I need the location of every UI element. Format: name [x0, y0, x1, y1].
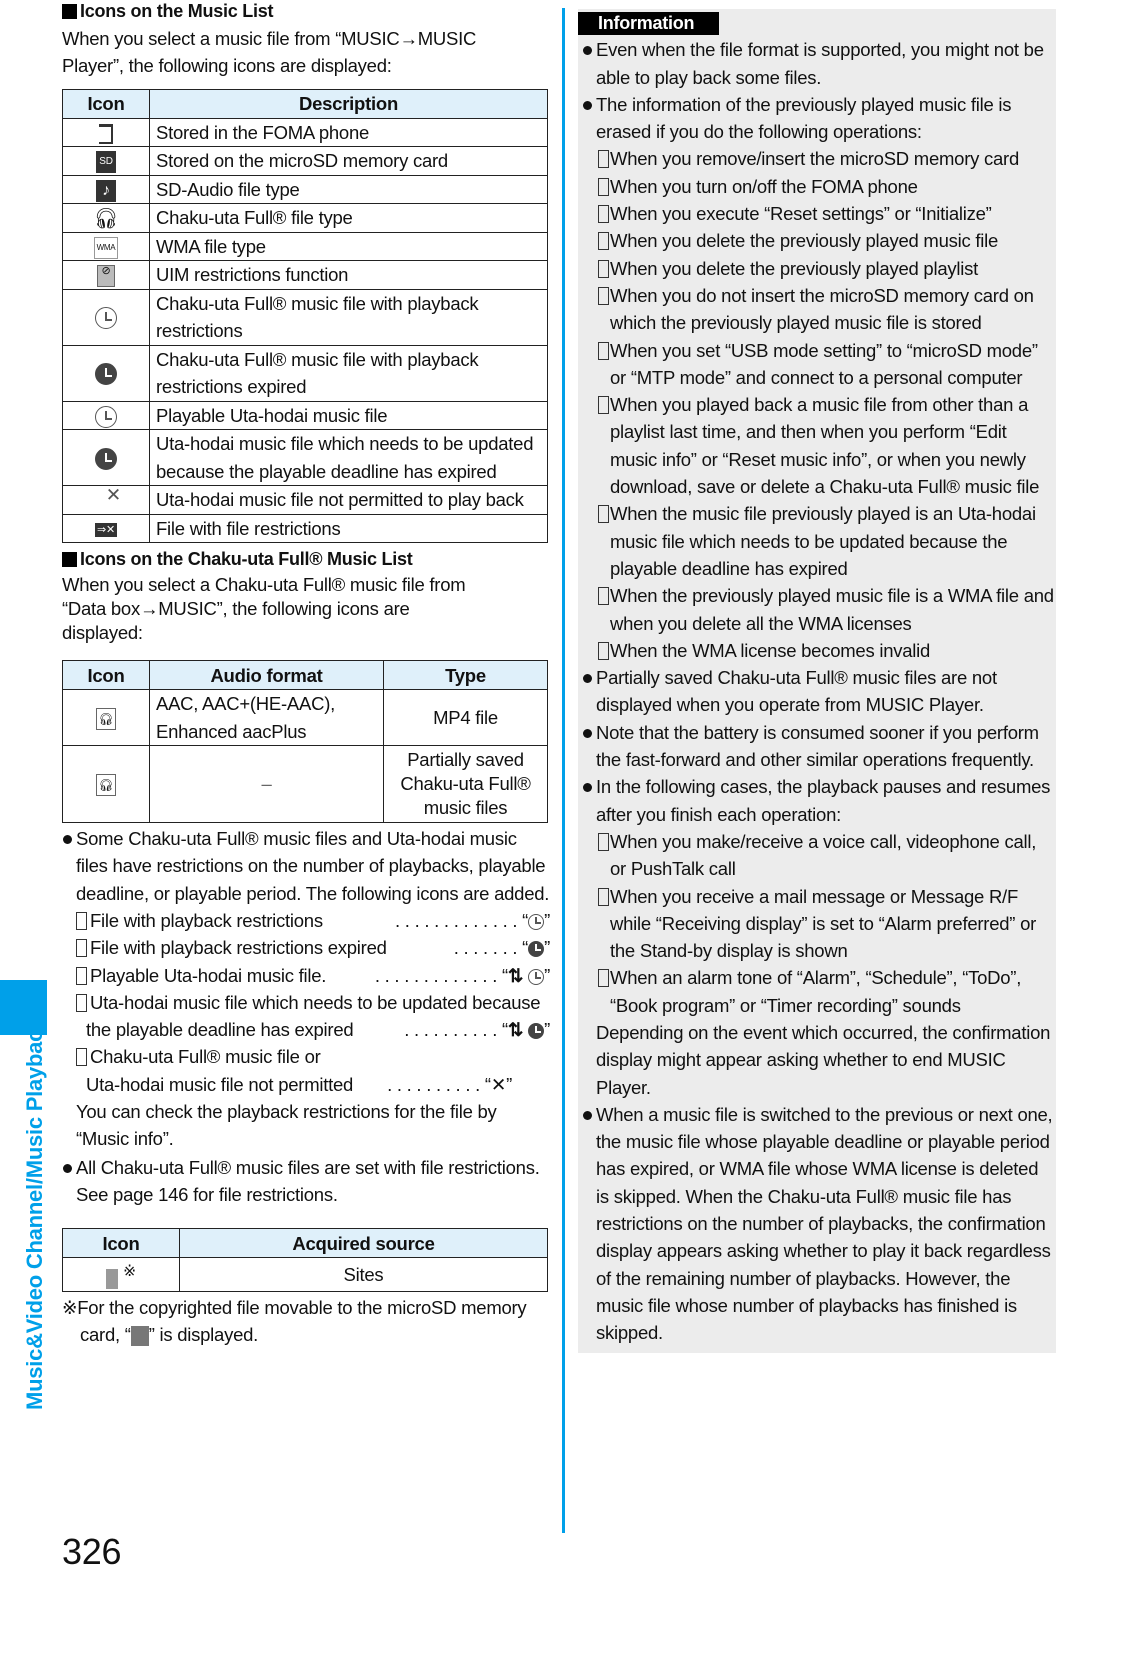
box-marker — [598, 833, 609, 851]
restriction-item-cont: the playable deadline has expired . . . . . . . . . . “⇅ ” — [62, 1016, 550, 1043]
info-sublist — [578, 828, 1056, 1019]
col-icon: Icon — [63, 89, 150, 118]
table-row — [63, 401, 548, 430]
table-row — [63, 430, 548, 486]
box-marker — [598, 396, 609, 414]
audio-format: AAC, AAC+(HE-AAC), Enhanced aacPlus — [150, 690, 384, 746]
info-sublist — [578, 145, 1056, 664]
info-subitem — [578, 200, 1056, 227]
description: Chaku-uta Full® music file with playback restrictions expired — [150, 345, 548, 401]
info-bullet: Partially saved Chaku-uta Full® music files are not displayed when you operate from MUSIC Player. — [578, 664, 1056, 719]
movable-file-icon — [106, 1269, 118, 1289]
col-description: Description — [150, 89, 548, 118]
table-row — [63, 175, 548, 204]
uta-hodai-arrows-icon: ⇅ — [507, 964, 524, 986]
footnote — [62, 1294, 550, 1349]
info-bullet: Even when the file format is supported, you might not be able to play back some files. — [578, 36, 1056, 91]
column-divider — [562, 8, 565, 1533]
info-bullet: The information of the previously played music file is erased if you do the following operations: — [578, 91, 1056, 146]
description: Uta-hodai music file not permitted to play back — [150, 486, 548, 515]
box-marker — [598, 587, 609, 605]
acquired-source: Sites — [180, 1258, 548, 1292]
clock-filled-icon — [528, 1023, 544, 1039]
info-subitem — [578, 145, 1056, 172]
info-subitem — [578, 964, 1056, 1019]
description: Playable Uta-hodai music file — [150, 401, 548, 430]
table-row — [63, 118, 548, 147]
box-marker — [598, 178, 609, 196]
subitem-text: When you delete the previously played music file — [610, 230, 999, 252]
cross-icon: ✕ — [105, 484, 121, 506]
info-subitem — [578, 227, 1056, 254]
footnote-text: ” is displayed. — [148, 1324, 259, 1346]
notes — [62, 825, 550, 1208]
intro-text: When you select a Chaku-uta Full® music file from “Data box→MUSIC”, the following icons are displayed: — [62, 574, 466, 644]
restriction-item — [62, 1043, 550, 1070]
clock-outline-icon — [528, 969, 544, 985]
table-row — [63, 514, 548, 543]
table-row — [63, 147, 548, 176]
col-audio-format: Audio format — [150, 661, 384, 690]
col-type: Type — [384, 661, 548, 690]
information-label: Information — [578, 12, 719, 35]
description: Chaku-uta Full® file type — [150, 204, 548, 233]
uta-hodai-expired-icon — [95, 448, 117, 470]
table-row — [63, 289, 548, 345]
info-subitem — [578, 828, 1056, 883]
subitem-text: When you remove/insert the microSD memory card — [610, 148, 1019, 170]
table-row — [63, 345, 548, 401]
table-row — [63, 1258, 548, 1292]
foma-phone-icon — [99, 124, 113, 144]
info-subitem — [578, 255, 1056, 282]
section-heading — [62, 0, 550, 22]
subitem-text: When the previously played music file is a WMA file and when you delete all the WMA licenses — [610, 585, 1054, 634]
chaku-uta-icon: 🎧︎ — [93, 208, 119, 231]
type: MP4 file — [384, 690, 548, 746]
subitem-text: When you receive a mail message or Message R/F while “Receiving display” is set to “Alarm preferred” or the Stand-by display is shown — [610, 885, 1037, 962]
restriction-item-cont: Uta-hodai music file not permitted . . . . . . . . . . “✕” — [62, 1071, 512, 1098]
uim-restriction-icon: ⊘ — [97, 265, 115, 287]
info-subitem — [578, 637, 1056, 664]
info-subitem — [578, 500, 1056, 582]
acquired-source-table — [62, 1228, 548, 1292]
box-marker — [598, 342, 609, 360]
chaku-uta-restricted-icon: 🎧︎ — [96, 708, 116, 730]
info-text: Depending on the event which occurred, the confirmation display might appear asking whether to end MUSIC Player. — [596, 1021, 1051, 1098]
subitem-text: When an alarm tone of “Alarm”, “Schedule”, “ToDo”, “Book program” or “Timer recording” sounds — [610, 967, 1022, 1016]
audio-format: – — [150, 746, 384, 823]
sd-audio-icon: ♪ — [96, 180, 116, 202]
music-list-icon-table — [62, 89, 548, 544]
leader: . . . . . . . . . . . . . — [395, 909, 518, 931]
col-icon: Icon — [63, 661, 150, 690]
subitem-text: When you make/receive a voice call, videophone call, or PushTalk call — [610, 830, 1037, 880]
subitem-text: When you execute “Reset settings” or “Initialize” — [610, 203, 992, 225]
col-acquired-source: Acquired source — [180, 1229, 548, 1258]
leader: . . . . . . . . . . . . . — [374, 964, 498, 986]
partial-save-icon: 🎧︎ — [96, 774, 116, 796]
box-marker — [598, 505, 609, 523]
chaku-list-icon-table — [62, 660, 548, 823]
restriction-item: File with playback restrictions expired . . . . . . . “ ” — [62, 934, 550, 961]
section-heading — [62, 548, 550, 570]
box-marker — [598, 260, 609, 278]
description: Chaku-uta Full® music file with playback restrictions — [150, 289, 548, 345]
restriction-item: File with playback restrictions . . . . . . . . . . . . . “ ” — [62, 907, 550, 934]
footnote-text: ※For the copyrighted file movable to the microSD memory card, “ — [62, 1296, 527, 1346]
subitem-text: When you turn on/off the FOMA phone — [610, 175, 918, 197]
side-tab-label: Music&Video Channel/Music Playback — [22, 1017, 47, 1410]
box-marker — [598, 205, 609, 223]
box-marker — [598, 232, 609, 250]
table-row — [63, 232, 548, 261]
description: Stored in the FOMA phone — [150, 118, 548, 147]
subitem-text: When you do not insert the microSD memory card on which the previously played music file is stored — [610, 284, 1034, 334]
box-marker — [598, 969, 609, 987]
heading-text: Icons on the Chaku-uta Full® Music List — [80, 549, 413, 570]
info-subitem — [578, 173, 1056, 200]
info-subitem — [578, 391, 1056, 500]
square-bullet-icon — [62, 552, 77, 567]
box-marker — [598, 150, 609, 168]
box-marker — [598, 287, 609, 305]
square-bullet-icon — [62, 4, 77, 19]
information-box — [578, 9, 1056, 1353]
table-row — [63, 746, 548, 823]
note-text: You can check the playback restrictions for the file by “Music info”. — [76, 1101, 497, 1150]
subitem-text: When the WMA license becomes invalid — [610, 639, 931, 661]
microsd-icon: SD — [96, 151, 116, 173]
description: WMA file type — [150, 232, 548, 261]
table-row — [63, 261, 548, 290]
heading-text: Icons on the Music List — [80, 1, 274, 21]
clock-outline-icon — [528, 914, 544, 930]
clock-filled-icon — [528, 941, 544, 957]
item-text: File with playback restrictions — [90, 909, 323, 931]
type: Partially saved Chaku-uta Full® music files — [384, 746, 548, 823]
note-bullet: All Chaku-uta Full® music files are set with file restrictions. See page 146 for file restrictions. — [62, 1154, 550, 1209]
movable-file-icon — [131, 1326, 149, 1346]
box-marker — [598, 642, 609, 660]
item-text: the playable deadline has expired — [86, 1019, 354, 1041]
item-text: Uta-hodai music file not permitted — [86, 1073, 354, 1095]
info-bullet: Note that the battery is consumed sooner if you perform the fast-forward and other similar operations frequently. — [578, 719, 1056, 774]
table-row — [63, 204, 548, 233]
subitem-text: When you played back a music file from other than a playlist last time, and then when you perform “Edit music info” or “Reset music info”, or when you newly download, save or delete a Chaku-uta Full® music file — [610, 394, 1040, 498]
clock-outline-icon — [95, 307, 117, 329]
subitem-text: When you set “USB mode setting” to “microSD mode” or “MTP mode” and connect to a personal computer — [610, 339, 1038, 388]
info-subitem — [578, 282, 1056, 337]
item-text: Uta-hodai music file which needs to be updated because — [90, 991, 541, 1013]
restriction-item: Playable Uta-hodai music file. . . . . . . . . . . . . . “⇅ ” — [62, 962, 550, 989]
wma-icon: WMA — [94, 237, 119, 259]
file-restriction-icon: ⇒✕ — [97, 523, 115, 536]
subitem-text: When the music file previously played is an Uta-hodai music file which needs to be updated because the playable deadline has expired — [610, 503, 1036, 579]
table-row — [63, 486, 548, 515]
info-bullet: When a music file is switched to the previous or next one, the music file whose playable deadline or playable period has expired, or WMA file whose WMA license is deleted is skipped. When the Chaku-uta Full® music file has restrictions on the number of playbacks, the confirmation display appears asking whether to play it back regardless of the remaining number of playbacks. However, the music file whose number of playbacks has finished is skipped. — [578, 1101, 1056, 1347]
col-icon: Icon — [63, 1229, 180, 1258]
uta-hodai-clock-icon — [95, 406, 117, 428]
leader: . . . . . . . — [453, 937, 518, 959]
clock-filled-icon — [95, 363, 117, 385]
uta-hodai-arrows-icon: ⇅ — [507, 1019, 524, 1041]
item-text: Chaku-uta Full® music file or — [90, 1046, 321, 1068]
description: UIM restrictions function — [150, 261, 548, 290]
page-number: 326 — [62, 1531, 122, 1572]
intro-text: When you select a music file from “MUSIC→MUSIC Player”, the following icons are displayed: — [62, 28, 477, 77]
info-subitem — [578, 337, 1056, 392]
description: SD-Audio file type — [150, 175, 548, 204]
description: Stored on the microSD memory card — [150, 147, 548, 176]
description: Uta-hodai music file which needs to be updated because the playable deadline has expired — [150, 430, 548, 486]
description: File with file restrictions — [150, 514, 548, 543]
left-column — [62, 0, 550, 1349]
info-bullet: In the following cases, the playback pauses and resumes after you finish each operation: — [578, 773, 1056, 828]
table-row — [63, 690, 548, 746]
note-bullet: Some Chaku-uta Full® music files and Uta-hodai music files have restrictions on the number of playbacks, playable deadline, or playable period. The following icons are added. — [62, 825, 550, 907]
restriction-item — [62, 989, 550, 1016]
box-marker — [598, 888, 609, 906]
cross-icon: ✕ — [490, 1073, 507, 1095]
leader: . . . . . . . . . . — [387, 1073, 480, 1095]
info-subitem — [578, 883, 1056, 965]
footnote-mark: ※ — [123, 1263, 136, 1281]
leader: . . . . . . . . . . — [404, 1019, 498, 1041]
item-text: File with playback restrictions expired — [90, 937, 387, 959]
subitem-text: When you delete the previously played playlist — [610, 257, 978, 279]
info-subitem — [578, 582, 1056, 637]
item-text: Playable Uta-hodai music file. — [90, 964, 327, 986]
